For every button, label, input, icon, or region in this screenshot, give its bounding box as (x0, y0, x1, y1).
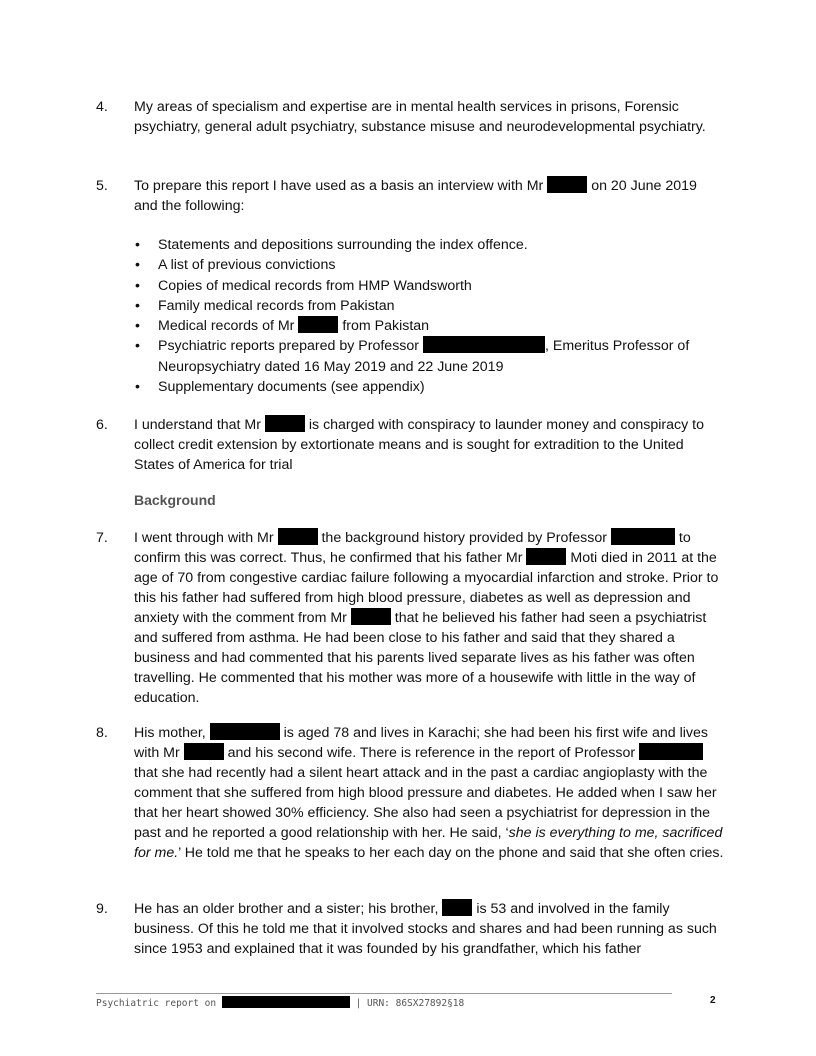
paragraph-number: 7. (96, 530, 108, 546)
list-item (134, 296, 734, 316)
paragraph-text (134, 176, 724, 216)
bullet-icon: • (135, 318, 140, 335)
paragraph-number: 6. (96, 417, 108, 433)
list-item (134, 276, 734, 296)
redaction-bar (526, 548, 566, 565)
list-item-text: from Pakistan (342, 318, 430, 335)
redaction-bar (265, 415, 305, 432)
paragraph-9-text-a: He has an older brother and a sister; his brother, (134, 901, 439, 917)
bullet-icon: • (135, 297, 140, 314)
paragraph-text (134, 415, 724, 475)
paragraph-text (134, 528, 724, 708)
paragraph-number: 5. (96, 178, 108, 194)
paragraph-8-text-e: ’ He told me that he speaks to her each day on the phone and said that she often cries. (178, 845, 724, 861)
paragraph-8-text-a: His mother, (134, 725, 206, 741)
list-item (134, 316, 734, 336)
redaction-bar (184, 743, 224, 760)
paragraph-text (134, 899, 724, 959)
footer-urn: | URN: 86SX27892§18 (355, 998, 465, 1009)
paragraph-8-text-b: is aged 78 and lives in Karachi; she had been his first wife and lives with Mr (134, 725, 708, 761)
paragraph-6-text-b: is charged with conspiracy to launder money and conspiracy to collect credit extension by extortionate means and is sought for extradition to the United States of America for trial (134, 417, 704, 473)
list-item (134, 377, 734, 397)
footer-divider (96, 993, 672, 994)
bullet-icon: • (135, 338, 140, 355)
list-item (134, 255, 734, 275)
paragraph-number: 9. (96, 901, 108, 917)
paragraph-number: 8. (96, 725, 108, 741)
list-item-text: Statements and depositions surrounding the index offence. (158, 237, 528, 253)
paragraph-5-text-b: on 20 June 2019 and the following: (134, 178, 697, 214)
paragraph-7-text-a: I went through with Mr (134, 530, 274, 546)
section-heading: Background (134, 492, 216, 508)
paragraph-number: 4. (96, 99, 108, 115)
redaction-bar (351, 608, 391, 625)
paragraph-7-text-b: the background history provided by Professor (321, 530, 607, 546)
bullet-icon: • (135, 257, 140, 274)
paragraph-8-text-c: and his second wife. There is reference in the report of Professor (227, 745, 636, 761)
paragraph-text (134, 97, 724, 137)
list-item (134, 235, 734, 255)
paragraph-7-text-c: to confirm this was correct. Thus, he confirmed that his father Mr (134, 530, 691, 566)
paragraph-text (134, 723, 724, 863)
paragraph-4-text: My areas of specialism and expertise are in mental health services in prisons, Forensic psychiatry, general adult psychiatry, substance misuse and neurodevelopmental psychiatry. (134, 99, 706, 135)
list-item-text: Psychiatric reports prepared by Professor (158, 338, 420, 355)
paragraph-7-text-d: Moti died in 2011 at the age of 70 from congestive cardiac failure following a myocardial infarction and stroke. Prior to this his father had suffered from high blood pressure, diabetes as well as depression and anxiety with the comment from Mr (134, 550, 719, 626)
list-item-text: Medical records of Mr (158, 318, 295, 335)
paragraph-9-text-b: is 53 and involved in the family business. Of this he told me that it involved stocks and shares and had been running as such since 1953 and explained that it was founded by his grandfather, which his father (134, 901, 717, 957)
redaction-bar (298, 316, 338, 333)
list-item-text: , Emeritus Professor of Neuropsychiatry dated 16 May 2019 and 22 June 2019 (158, 338, 690, 375)
paragraph-7-text-e: that he believed his father had seen a psychiatrist and suffered from asthma. He had been close to his father and said that they shared a business and had commented that his parents lived separate lives as his father was often travelling. He commented that his mother was more of a housewife with little in the way of education. (134, 610, 707, 706)
redaction-bar (210, 723, 280, 740)
bullet-icon: • (135, 237, 140, 253)
bullet-icon: • (135, 379, 140, 396)
list-item (134, 336, 734, 377)
paragraph-6-text-a: I understand that Mr (134, 417, 261, 433)
page-number: 2 (710, 995, 716, 1006)
paragraph-5-text-a: To prepare this report I have used as a basis an interview with Mr (134, 178, 544, 194)
list-item-text: Family medical records from Pakistan (158, 297, 395, 314)
redaction-bar (442, 899, 472, 916)
redaction-bar (423, 336, 545, 353)
bullet-icon: • (135, 277, 140, 294)
footer-report-label: Psychiatric report on (96, 998, 217, 1009)
list-item-text: Supplementary documents (see appendix) (158, 379, 425, 396)
list-item-text: A list of previous convictions (158, 257, 336, 274)
list-item-text: Copies of medical records from HMP Wandsworth (158, 277, 472, 294)
paragraph-8-text-d: that she had recently had a silent heart attack and in the past a cardiac angioplasty with the comment that she suffered from high blood pressure and diabetes. He added when I saw her that her heart showed 30% efficiency. She also had seen a psychiatrist for depression in the past and he reported a good relationship with her. He said, ‘ (134, 765, 717, 841)
redaction-bar (222, 996, 350, 1008)
redaction-bar (278, 528, 318, 545)
source-documents-list (134, 235, 734, 397)
redaction-bar (639, 743, 703, 760)
page-footer (96, 996, 464, 1010)
redaction-bar (547, 176, 587, 193)
quoted-speech: she is everything to me, sacrificed for me. (134, 825, 723, 861)
redaction-bar (611, 528, 675, 545)
